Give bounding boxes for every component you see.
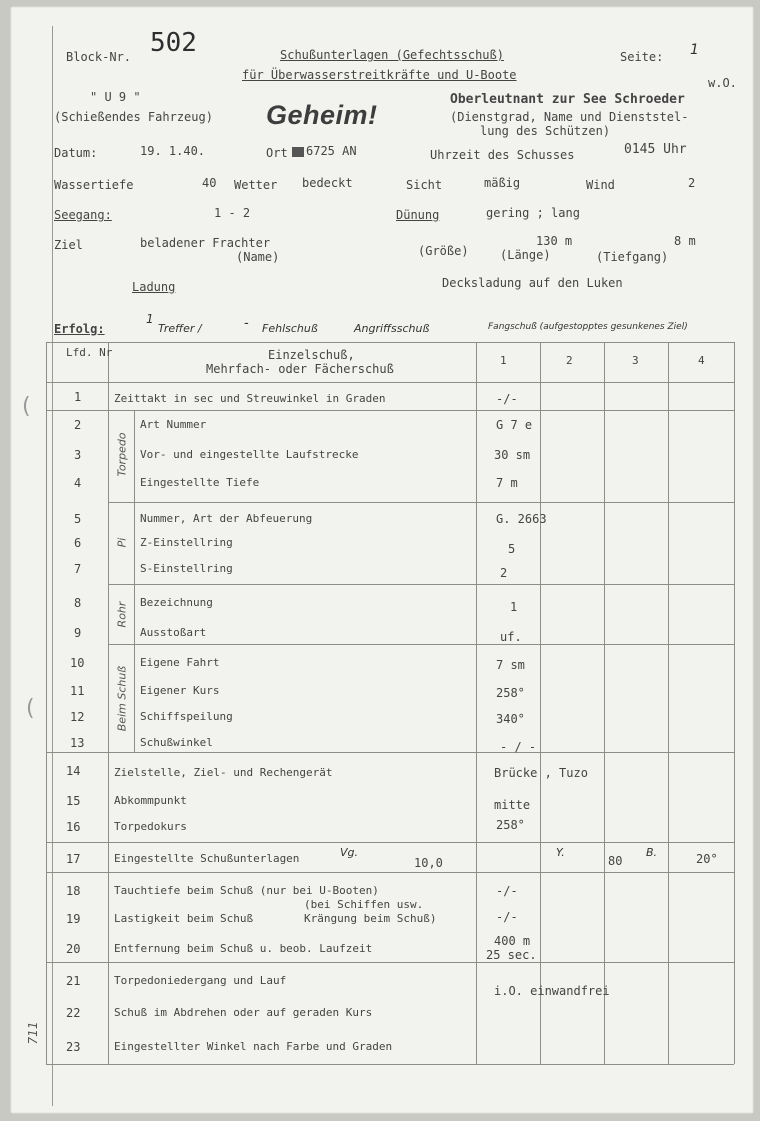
row-13-value: - / - bbox=[500, 740, 537, 754]
row-1-no: 1 bbox=[74, 390, 82, 404]
row-16-desc: Torpedokurs bbox=[114, 820, 187, 833]
row-2-no: 2 bbox=[74, 418, 82, 432]
row-7-no: 7 bbox=[74, 562, 82, 576]
row-19-no: 19 bbox=[66, 912, 81, 926]
ziel-value: beladener Frachter bbox=[140, 236, 271, 250]
square-grid-icon bbox=[292, 147, 304, 157]
row-6-desc: Z-Einstellring bbox=[140, 536, 233, 549]
ziel-tiefgang-caption: (Tiefgang) bbox=[596, 250, 669, 264]
form-subtitle: für Überwasserstreitkräfte und U-Boote bbox=[242, 68, 517, 82]
wassertiefe-label: Wassertiefe bbox=[54, 178, 134, 192]
row-20-value-b: 25 sec. bbox=[486, 948, 537, 962]
row-1-value: -/- bbox=[496, 392, 518, 406]
row-11-value: 258° bbox=[496, 686, 525, 700]
row-17-vg-value: 10,0 bbox=[414, 856, 443, 870]
row-13-desc: Schußwinkel bbox=[140, 736, 213, 749]
seite-value: 1 bbox=[690, 42, 699, 58]
erfolg-fehlschuss-value: - bbox=[244, 316, 249, 331]
wind-value: 2 bbox=[688, 176, 696, 190]
margin-line bbox=[52, 26, 53, 1106]
margin-note: 711 bbox=[26, 1021, 40, 1045]
rank-caption-2: lung des Schützen) bbox=[480, 124, 611, 138]
row-20-value: 400 m bbox=[494, 934, 531, 948]
row-3-no: 3 bbox=[74, 448, 82, 462]
row-9-no: 9 bbox=[74, 626, 82, 640]
row-8-desc: Bezeichnung bbox=[140, 596, 213, 609]
block-number: 502 bbox=[150, 28, 197, 58]
col-desc-header-2: Mehrfach- oder Fächerschuß bbox=[206, 362, 394, 376]
block-label: Block-Nr. bbox=[66, 50, 132, 64]
row-9-desc: Ausstoßart bbox=[140, 626, 207, 639]
group-label-rohr: Rohr bbox=[115, 601, 129, 628]
sicht-label: Sicht bbox=[406, 178, 443, 192]
seite-label: Seite: bbox=[620, 50, 664, 64]
seegang-value: 1 - 2 bbox=[214, 206, 251, 220]
rank-caption-1: (Dienstgrad, Name und Dienststel- bbox=[450, 110, 689, 124]
duenung-label: Dünung bbox=[396, 208, 440, 222]
row-3-value: 30 sm bbox=[494, 448, 531, 462]
row-17-b-value: 20° bbox=[696, 852, 718, 866]
row-17-no: 17 bbox=[66, 852, 81, 866]
row-23-desc: Eingestellter Winkel nach Farbe und Graden bbox=[114, 1040, 393, 1053]
secret-stamp: Geheim! bbox=[266, 100, 378, 130]
row-22-no: 22 bbox=[66, 1006, 81, 1020]
ziel-laenge-caption: (Länge) bbox=[500, 248, 551, 262]
duenung-value: gering ; lang bbox=[486, 206, 580, 220]
row-10-desc: Eigene Fahrt bbox=[140, 656, 220, 669]
row-18-desc: Tauchtiefe beim Schuß (nur bei U-Booten) bbox=[114, 884, 379, 897]
row-20-no: 20 bbox=[66, 942, 81, 956]
ziel-tiefgang-value: 8 m bbox=[674, 234, 696, 248]
row-7-value: 2 bbox=[500, 566, 508, 580]
form-sheet bbox=[10, 6, 754, 1114]
row-15-desc: Abkommpunkt bbox=[114, 794, 187, 807]
row-23-no: 23 bbox=[66, 1040, 81, 1054]
datum-label: Datum: bbox=[54, 146, 98, 160]
row-4-value: 7 m bbox=[496, 476, 518, 490]
row-6-no: 6 bbox=[74, 536, 82, 550]
ort-value: 6725 AN bbox=[306, 144, 357, 158]
row-12-desc: Schiffspeilung bbox=[140, 710, 233, 723]
row-14-no: 14 bbox=[66, 764, 81, 778]
col-shot-1: 1 bbox=[500, 354, 507, 367]
row-6-value: 5 bbox=[508, 542, 516, 556]
wetter-label: Wetter bbox=[234, 178, 278, 192]
ort-label: Ort bbox=[266, 146, 288, 160]
row-3-desc: Vor- und eingestellte Laufstrecke bbox=[140, 448, 359, 461]
row-17-b-label: B. bbox=[646, 846, 658, 859]
ziel-groesse-caption: (Größe) bbox=[418, 244, 469, 258]
ladung-value: Decksladung auf den Luken bbox=[442, 276, 623, 290]
row-16-value: 258° bbox=[496, 818, 525, 832]
ladung-label: Ladung bbox=[132, 280, 176, 294]
row-1-desc: Zeittakt in sec und Streuwinkel in Graden bbox=[114, 392, 386, 405]
ziel-name-caption: (Name) bbox=[236, 250, 280, 264]
row-18-no: 18 bbox=[66, 884, 81, 898]
col-desc-header-1: Einzelschuß, bbox=[268, 348, 355, 362]
row-15-value: mitte bbox=[494, 798, 531, 812]
row-20-desc: Entfernung beim Schuß u. beob. Laufzeit bbox=[114, 942, 373, 955]
row-16-no: 16 bbox=[66, 820, 81, 834]
row-11-no: 11 bbox=[70, 684, 85, 698]
erfolg-fehlschuss: Fehlschuß bbox=[262, 322, 318, 335]
row-12-value: 340° bbox=[496, 712, 525, 726]
row-5-desc: Nummer, Art der Abfeuerung bbox=[140, 512, 313, 525]
row-17-desc: Eingestellte Schußunterlagen bbox=[114, 852, 300, 865]
row-13-no: 13 bbox=[70, 736, 85, 750]
ziel-label: Ziel bbox=[54, 238, 83, 252]
erfolg-angriffsschuss: Angriffsschuß bbox=[354, 322, 430, 335]
row-8-value: 1 bbox=[510, 600, 518, 614]
row-19-value: -/- bbox=[496, 910, 518, 924]
row-15-no: 15 bbox=[66, 794, 81, 808]
row-19-desc-3: Krängung beim Schuß) bbox=[304, 912, 437, 925]
erfolg-fangschuss: Fangschuß (aufgestopptes gesunkenes Ziel) bbox=[488, 322, 688, 332]
wetter-value: bedeckt bbox=[302, 176, 353, 190]
row-17-y-label: Y. bbox=[556, 846, 565, 859]
col-shot-4: 4 bbox=[698, 354, 705, 367]
row-7-desc: S-Einstellring bbox=[140, 562, 233, 575]
row-14-desc: Zielstelle, Ziel- und Rechengerät bbox=[114, 766, 333, 779]
row-10-no: 10 bbox=[70, 656, 85, 670]
ziel-laenge-value: 130 m bbox=[536, 234, 573, 248]
col-lfd-header: Lfd. Nr bbox=[66, 346, 113, 359]
row-18-value: -/- bbox=[496, 884, 518, 898]
form-title: Schußunterlagen (Gefechtsschuß) bbox=[280, 48, 504, 62]
row-4-no: 4 bbox=[74, 476, 82, 490]
row-9-value: uf. bbox=[500, 630, 522, 644]
col-shot-2: 2 bbox=[566, 354, 573, 367]
ship-caption: (Schießendes Fahrzeug) bbox=[54, 110, 213, 124]
punch-hole-mark: ( bbox=[26, 696, 35, 721]
rank-value: Oberleutnant zur See Schroeder bbox=[450, 92, 685, 107]
row-4-desc: Eingestellte Tiefe bbox=[140, 476, 260, 489]
wind-label: Wind bbox=[586, 178, 615, 192]
row-11-desc: Eigener Kurs bbox=[140, 684, 220, 697]
uhrzeit-label: Uhrzeit des Schusses bbox=[430, 148, 575, 162]
erfolg-treffer-value: 1 bbox=[146, 312, 154, 326]
col-shot-3: 3 bbox=[632, 354, 639, 367]
group-label-torpedo: Torpedo bbox=[115, 432, 129, 477]
group-label-beim-schuss: Beim Schuß bbox=[115, 665, 129, 732]
uhrzeit-value: 0145 Uhr bbox=[624, 142, 687, 157]
ort-value-wrap bbox=[292, 144, 357, 158]
ship-value: " U 9 " bbox=[90, 90, 141, 104]
row-2-desc: Art Nummer bbox=[140, 418, 207, 431]
punch-hole-mark: ( bbox=[22, 394, 31, 419]
row-21-desc: Torpedoniedergang und Lauf bbox=[114, 974, 287, 987]
row-17-y-value: 80 bbox=[608, 854, 623, 868]
row-12-no: 12 bbox=[70, 710, 85, 724]
row-19-desc-2: (bei Schiffen usw. bbox=[304, 898, 424, 911]
erfolg-treffer: Treffer / bbox=[158, 322, 202, 335]
row-21-value: i.O. einwandfrei bbox=[494, 984, 610, 998]
group-label-pi: Pi bbox=[115, 537, 129, 548]
sicht-value: mäßig bbox=[484, 176, 521, 190]
row-5-no: 5 bbox=[74, 512, 82, 526]
row-2-value: G 7 e bbox=[496, 418, 533, 432]
row-19-desc: Lastigkeit beim Schuß bbox=[114, 912, 254, 925]
seegang-label: Seegang: bbox=[54, 208, 112, 222]
rank-prefix: w.O. bbox=[708, 76, 737, 90]
row-22-desc: Schuß im Abdrehen oder auf geraden Kurs bbox=[114, 1006, 373, 1019]
row-8-no: 8 bbox=[74, 596, 82, 610]
row-17-vg-label: Vg. bbox=[340, 846, 359, 859]
wassertiefe-value: 40 bbox=[202, 176, 217, 190]
erfolg-label: Erfolg: bbox=[54, 322, 105, 336]
datum-value: 19. 1.40. bbox=[140, 144, 206, 158]
row-10-value: 7 sm bbox=[496, 658, 525, 672]
row-5-value: G. 2663 bbox=[496, 512, 547, 526]
row-21-no: 21 bbox=[66, 974, 81, 988]
row-14-value: Brücke , Tuzo bbox=[494, 766, 588, 780]
